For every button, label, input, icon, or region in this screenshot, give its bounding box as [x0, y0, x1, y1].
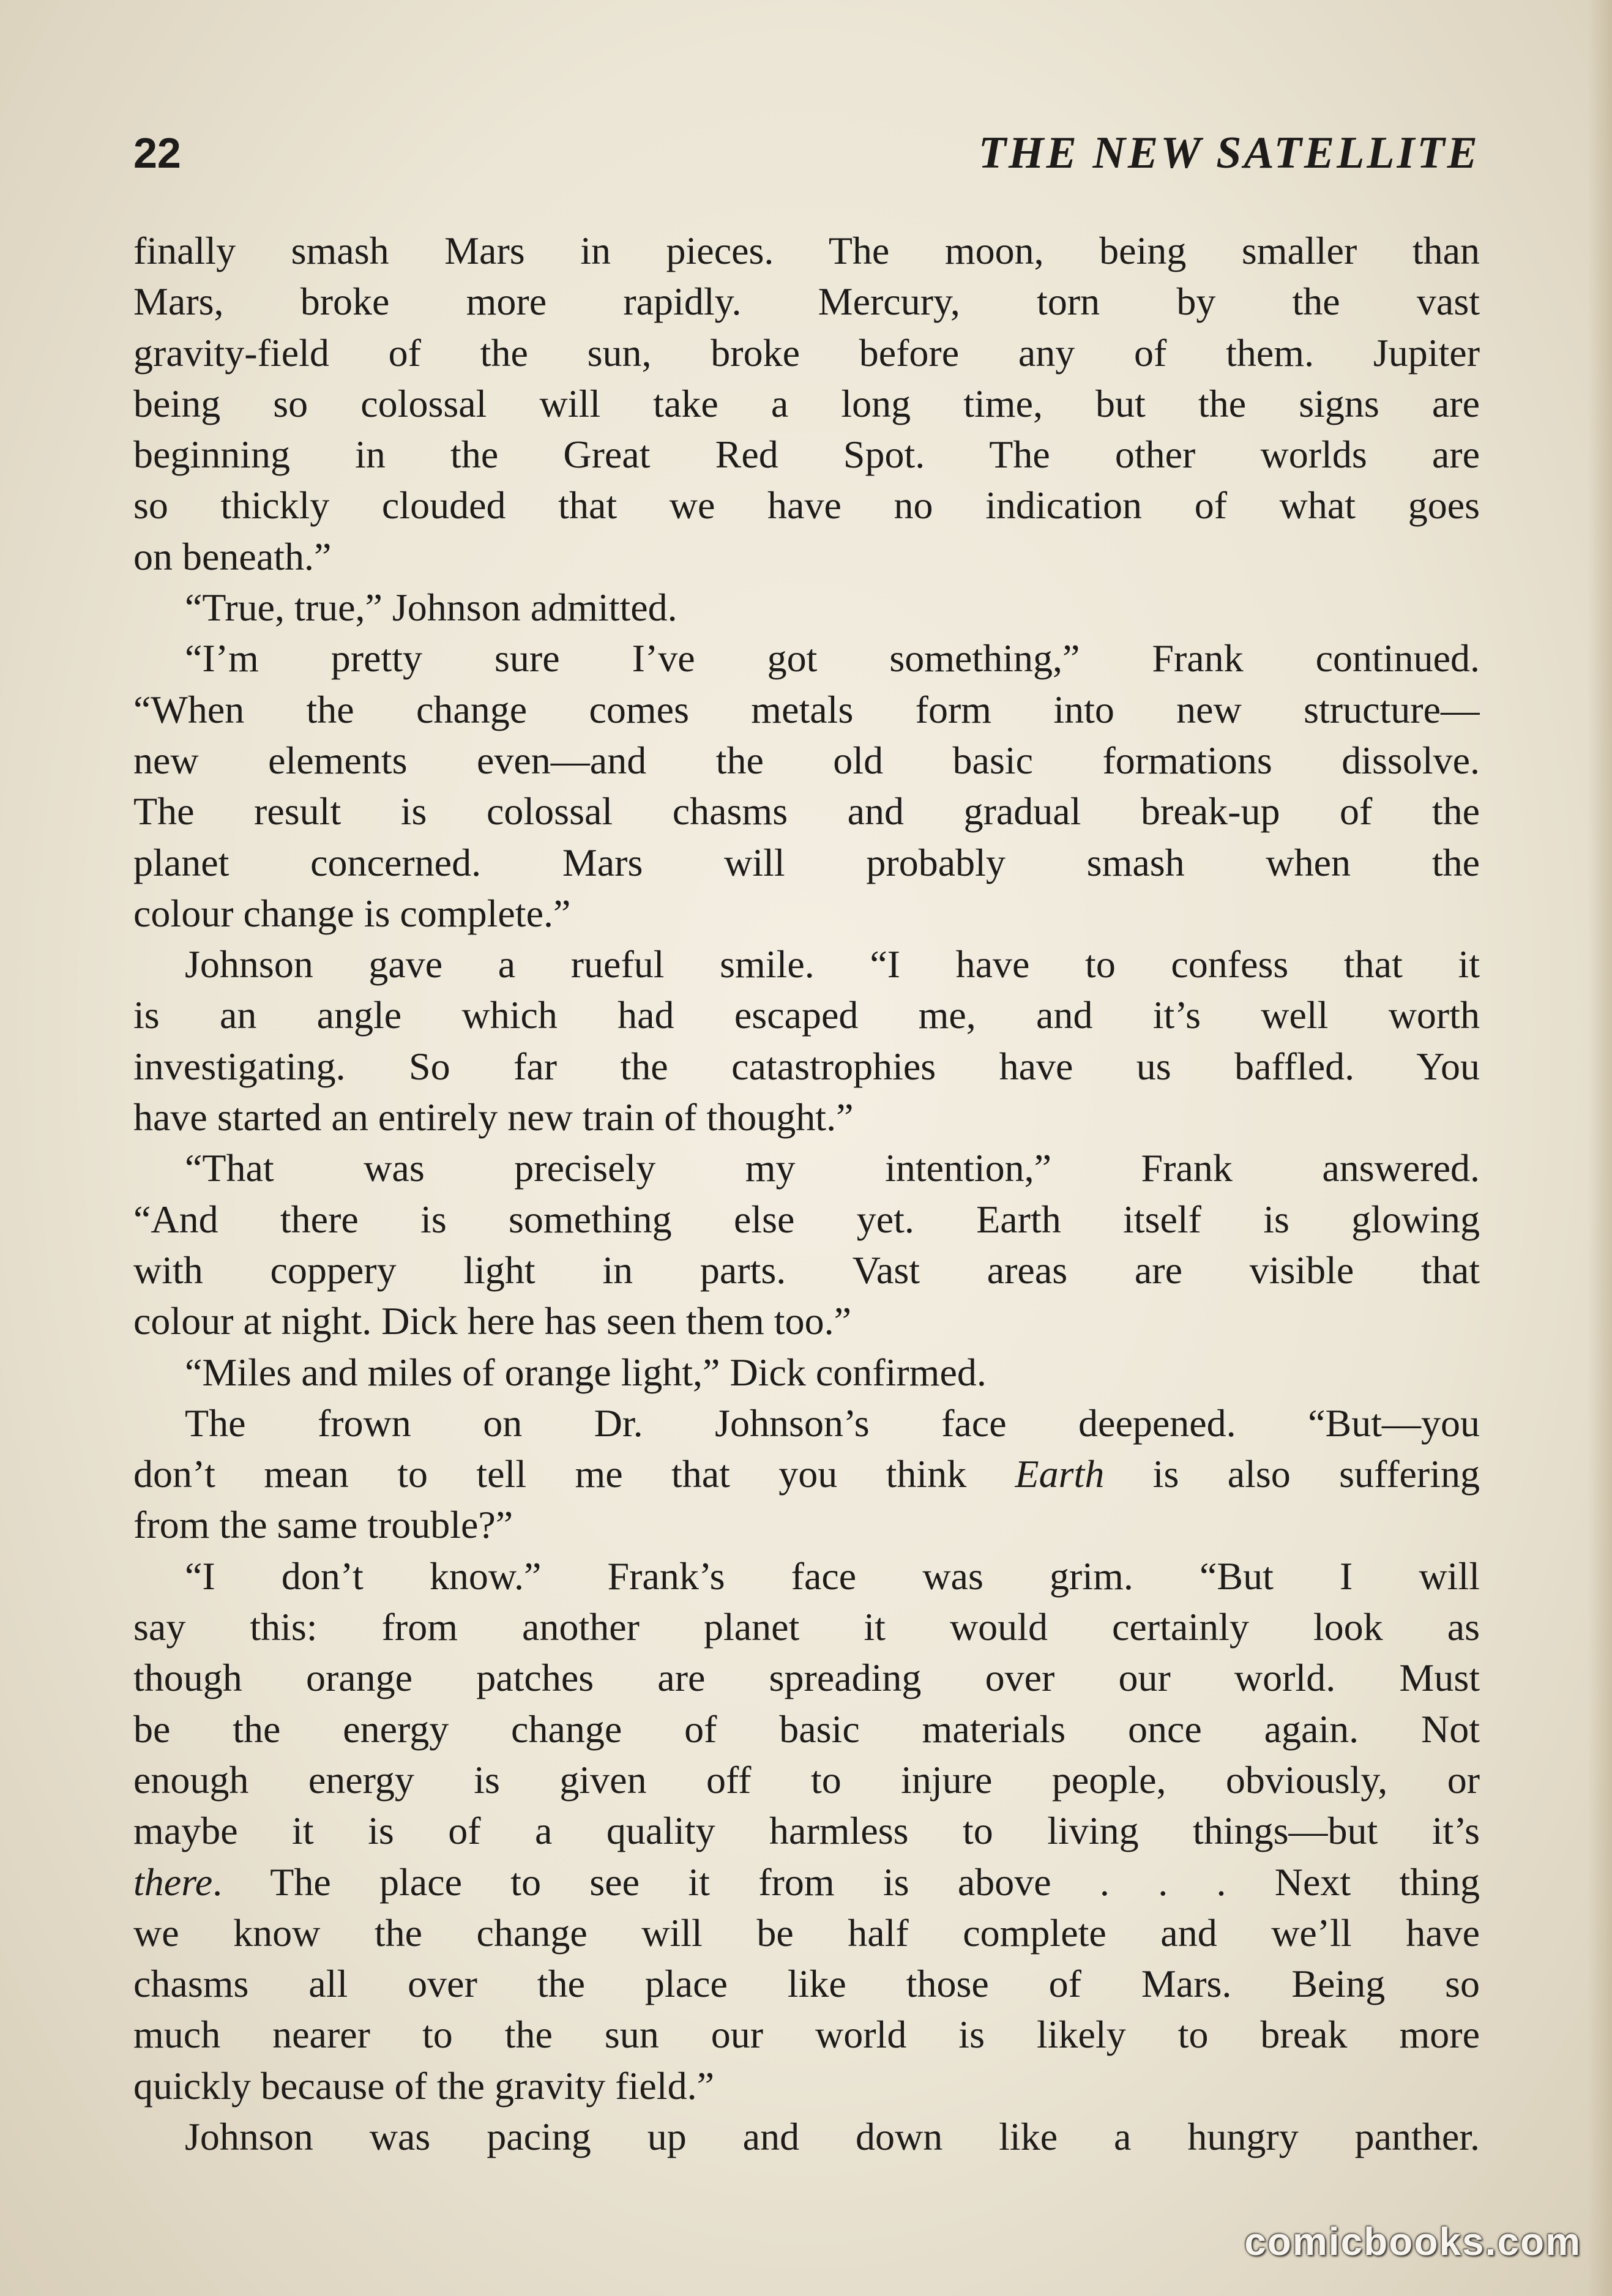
running-title: THE NEW SATELLITE	[978, 128, 1480, 178]
text-line: say this: from another planet it would certainly look as	[133, 1605, 1480, 1649]
text-line: new elements even—and the old basic formations dissolve.	[133, 738, 1480, 782]
body-text	[133, 225, 1480, 2162]
text-line: “I’m pretty sure I’ve got something,” Frank continued.	[185, 636, 1480, 680]
text-line: “Miles and miles of orange light,” Dick confirmed.	[185, 1350, 987, 1394]
text-line: “True, true,” Johnson admitted.	[185, 586, 677, 630]
text-line: have started an entirely new train of thought.”	[133, 1095, 854, 1139]
text-line: “When the change comes metals form into new structure—	[133, 687, 1480, 731]
text-line: colour change is complete.”	[133, 891, 571, 935]
text-line: is an angle which had escaped me, and it’s well worth	[133, 993, 1480, 1037]
text-line: there. The place to see it from is above . . . Next thing	[133, 1860, 1480, 1904]
text-line: maybe it is of a quality harmless to living things—but it’s	[133, 1809, 1480, 1853]
text-line: from the same trouble?”	[133, 1503, 513, 1547]
text-line: with coppery light in parts. Vast areas are visible that	[133, 1248, 1480, 1292]
text-line: Mars, broke more rapidly. Mercury, torn by the vast	[133, 280, 1480, 324]
text-line: beginning in the Great Red Spot. The other worlds are	[133, 433, 1480, 477]
text-line: we know the change will be half complete and we’ll have	[133, 1910, 1480, 1955]
text-line: being so colossal will take a long time, but the signs are	[133, 381, 1480, 425]
text-line: planet concerned. Mars will probably smash when the	[133, 840, 1480, 884]
text-line: “And there is something else yet. Earth itself is glowing	[133, 1197, 1480, 1241]
text-line: gravity-field of the sun, broke before any of them. Jupiter	[133, 330, 1480, 375]
page-edge-shading	[1588, 0, 1612, 2296]
text-line: Johnson was pacing up and down like a hungry panther.	[185, 2114, 1480, 2158]
text-line: quickly because of the gravity field.”	[133, 2063, 714, 2108]
text-line: The result is colossal chasms and gradual break-up of the	[133, 789, 1480, 833]
text-line: chasms all over the place like those of Mars. Being so	[133, 1962, 1480, 2006]
text-line: so thickly clouded that we have no indication of what goes	[133, 483, 1480, 527]
text-line: Johnson gave a rueful smile. “I have to confess that it	[185, 942, 1480, 986]
page-number: 22	[133, 129, 181, 177]
text-line: The frown on Dr. Johnson’s face deepened. “But—you	[185, 1401, 1480, 1445]
text-line: “That was precisely my intention,” Frank answered.	[185, 1146, 1480, 1190]
text-line: finally smash Mars in pieces. The moon, being smaller than	[133, 229, 1480, 272]
page-header	[133, 122, 1480, 184]
text-line: though orange patches are spreading over our world. Must	[133, 1656, 1480, 1700]
text-line: investigating. So far the catastrophies have us baffled. You	[133, 1044, 1480, 1088]
text-line: enough energy is given off to injure people, obviously, or	[133, 1757, 1480, 1802]
text-line: be the energy change of basic materials once again. Not	[133, 1707, 1480, 1751]
watermark-logo: comicbooks.com	[1244, 2220, 1581, 2264]
text-line: “I don’t know.” Frank’s face was grim. “But I will	[185, 1554, 1480, 1598]
text-line: much nearer to the sun our world is likely to break more	[133, 2013, 1480, 2057]
text-line: colour at night. Dick here has seen them too.”	[133, 1299, 851, 1343]
text-line: on beneath.”	[133, 534, 332, 578]
text-line: don’t mean to tell me that you think Earth is also suffering	[133, 1452, 1480, 1496]
